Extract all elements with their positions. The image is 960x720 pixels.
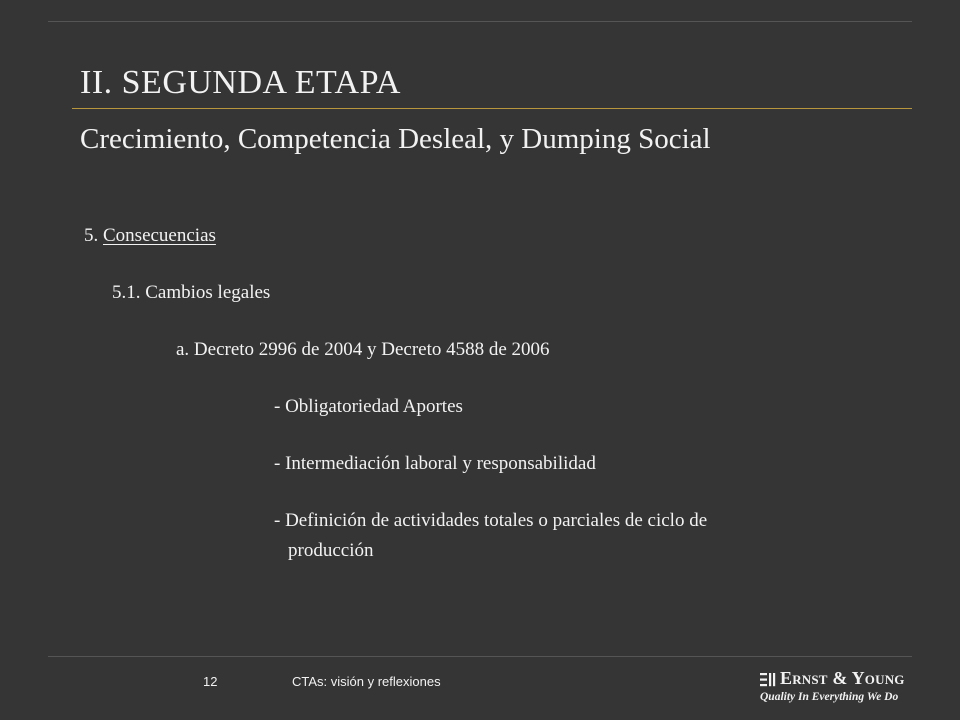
- item-a: a. Decreto 2996 de 2004 y Decreto 4588 de 2006: [176, 339, 550, 360]
- bottom-divider: [48, 656, 912, 657]
- slide-title: II. SEGUNDA ETAPA: [80, 64, 401, 101]
- footer-text: CTAs: visión y reflexiones: [292, 674, 441, 689]
- subsection-heading: 5.1. Cambios legales: [112, 282, 271, 303]
- section-heading: [84, 225, 216, 247]
- company-logo: [758, 664, 918, 710]
- section-label: Consecuencias: [103, 225, 216, 246]
- bullet-2: - Intermediación laboral y responsabilidad: [274, 453, 596, 474]
- page-number: 12: [203, 674, 218, 689]
- bullet-1: - Obligatoriedad Aportes: [274, 396, 463, 417]
- section-number: 5.: [84, 225, 103, 246]
- slide-subtitle: Crecimiento, Competencia Desleal, y Dumping Social: [80, 123, 711, 155]
- top-divider: [48, 21, 912, 22]
- bullet-3-line-2: producción: [288, 540, 374, 561]
- logo-name: Ernst & Young: [780, 668, 905, 688]
- bullet-3-line-1: - Definición de actividades totales o parciales de ciclo de: [274, 510, 708, 531]
- logo-tagline: Quality In Everything We Do: [760, 691, 899, 703]
- ernst-young-logo-mark-icon: [758, 670, 778, 690]
- title-underline: [72, 108, 912, 109]
